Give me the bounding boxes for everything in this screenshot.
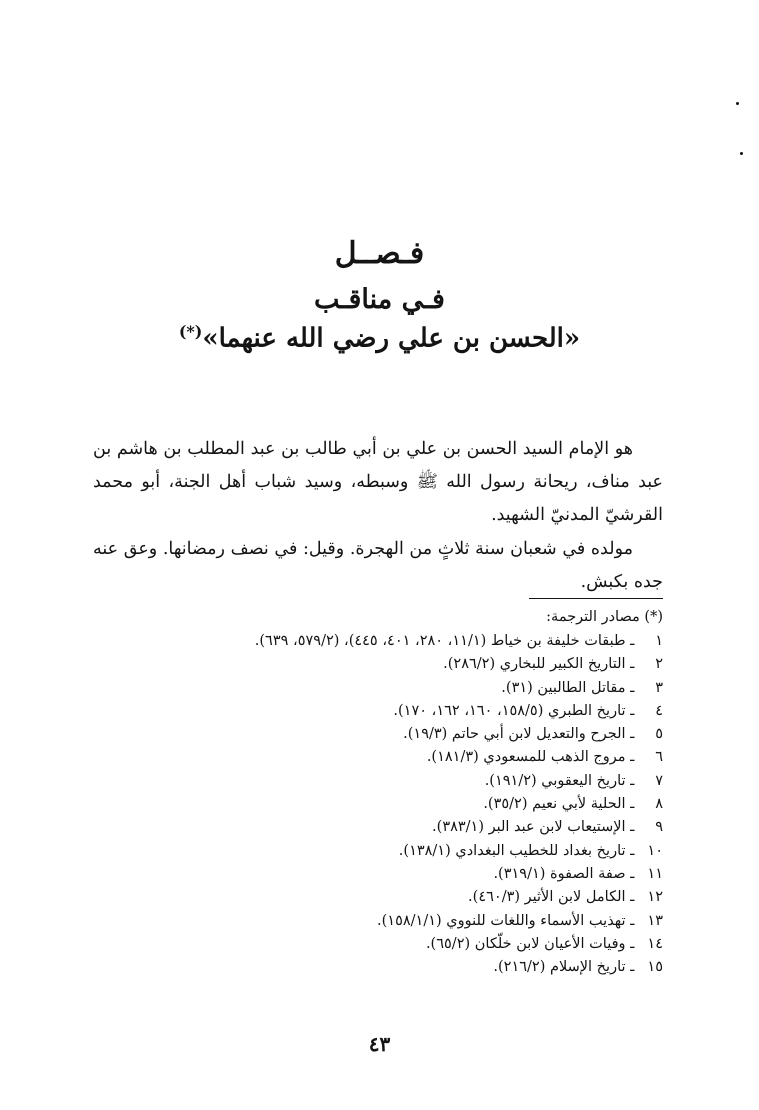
footnote-item (83, 700, 663, 723)
footnote-text: ـ تاريخ اليعقوبي (١٩١/٢). (484, 772, 635, 789)
footnote-number: ١ (655, 633, 663, 649)
paragraph-birth: مولده في شعبان سنة ثلاثٍ من الهجرة. وقيل: في نصف رمضانها. وعق عنه جده بكبش. (93, 538, 663, 592)
section-subject (0, 322, 759, 354)
footnote-item (83, 863, 663, 886)
footnote-item (83, 770, 663, 793)
footnotes-list (83, 630, 663, 979)
footnote-number: ٨ (655, 796, 663, 813)
footnote-text: ـ تاريخ الطبري (١٥٨/٥، ١٦٠، ١٦٢، ١٧٠). (393, 702, 635, 719)
page-number: ٤٣ (368, 1032, 391, 1056)
footnote-number: ١٢ (647, 889, 663, 906)
footnote-number: ٦ (655, 749, 663, 766)
footnote-text: ـ تهذيب الأسماء واللغات للنووي (١٥٨/١/١). (377, 912, 635, 929)
footnote-item (83, 933, 663, 956)
footnote-item (83, 653, 663, 676)
scan-speck (740, 152, 743, 155)
footnote-number: ١٠ (647, 842, 663, 859)
footnote-text: ـ مقاتل الطالبين (٣١). (501, 679, 635, 696)
footnote-text: ـ تاريخ الإسلام (٢١٦/٢). (493, 959, 635, 976)
footnote-text: ـ وفيات الأعيان لابن خلّكان (٦٥/٢). (425, 935, 635, 952)
subject-text: «الحسن بن علي رضي الله عنهما» (202, 323, 581, 354)
section-subtitle: فـي مناقـب (314, 284, 445, 315)
footnote-item (83, 677, 663, 700)
footnote-text: ـ صفة الصفوة (٣١٩/١). (493, 865, 635, 882)
footnote-number: ١٤ (647, 935, 663, 952)
paragraph-biography: هو الإمام السيد الحسن بن علي بن أبي طالب بن عبد المطلب بن هاشم بن عبد مناف، ريحانة رسول الله ﷺ وسبطه، وسيد شباب أهل الجنة، أبو محمد القرشيّ المدنيّ الشهيد. (93, 438, 663, 525)
footnote-item (83, 816, 663, 839)
footnote-item (83, 746, 663, 769)
footnote-number: ٤ (655, 702, 663, 719)
footnote-text: ـ مروج الذهب للمسعودي (١٨١/٣). (426, 749, 635, 766)
footnote-number: ٧ (655, 772, 663, 789)
footnotes-heading: (*) مصادر الترجمة: (546, 609, 663, 625)
footnote-number: ١٥ (647, 959, 663, 976)
footnote-text: ـ الحلية لأبي نعيم (٣٥/٢). (483, 796, 635, 813)
footnote-number: ٢ (655, 656, 663, 673)
footnote-number: ١٣ (647, 912, 663, 929)
footnote-text: ـ طبقات خليفة بن خياط (١١/١، ٢٨٠، ٤٠١، ٤٤٥)، (٥٧٩/٢، ٦٣٩). (254, 633, 635, 649)
footnote-item (83, 886, 663, 909)
footnote-text: ـ الإستيعاب لابن عبد البر (٣٨٣/١). (432, 819, 635, 836)
footnote-number: ٣ (655, 679, 663, 696)
footnote-marker: (*) (178, 322, 203, 341)
scan-speck (736, 102, 739, 105)
footnote-number: ٩ (655, 819, 663, 836)
footnote-number: ٥ (655, 726, 663, 743)
footnote-item (83, 840, 663, 863)
footnote-text: ـ التاريخ الكبير للبخاري (٢٨٦/٢). (443, 656, 635, 673)
footnote-text: ـ تاريخ بغداد للخطيب البغدادي (١٣٨/١). (398, 842, 635, 859)
footnote-text: ـ الكامل لابن الأثير (٤٦٠/٣). (468, 889, 635, 906)
footnote-divider (529, 598, 663, 599)
section-title: فـصــل (334, 236, 425, 271)
footnote-text: ـ الجرح والتعديل لابن أبي حاتم (١٩/٣). (403, 726, 635, 743)
footnote-item (83, 723, 663, 746)
footnote-item (83, 630, 663, 653)
footnote-item (83, 956, 663, 979)
footnote-number: ١١ (647, 865, 663, 882)
footnote-item (83, 793, 663, 816)
footnote-item (83, 910, 663, 933)
